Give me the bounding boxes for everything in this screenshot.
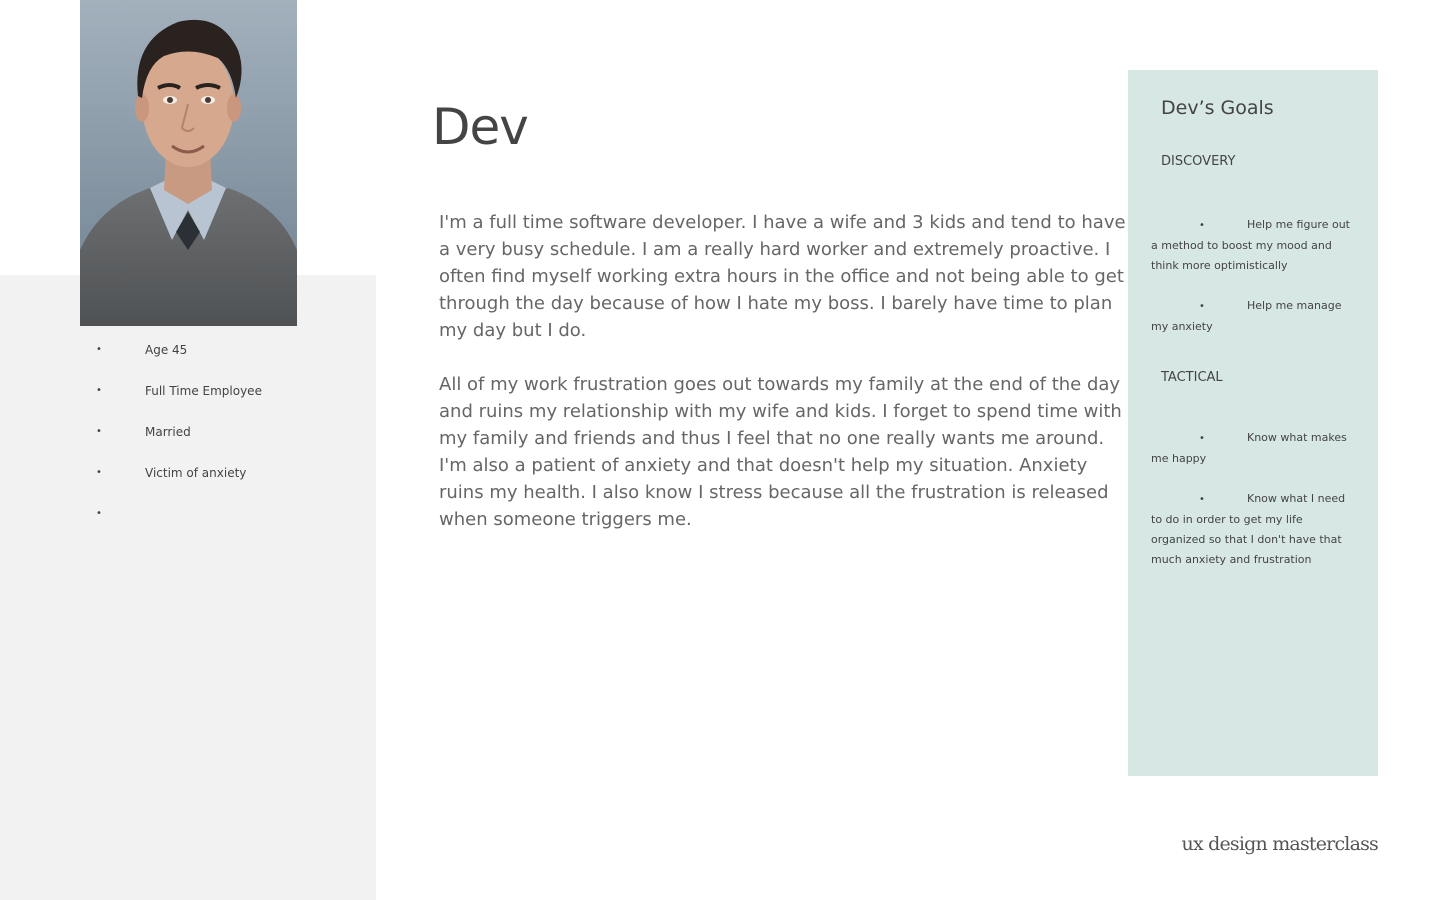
goal-text: Help me figure out a method to boost my mood and think more optimistically [1151, 218, 1350, 272]
goals-title: Dev’s Goals [1161, 97, 1274, 119]
attribute-condition: Victim of anxiety [145, 466, 247, 480]
bullet-icon: • [96, 508, 102, 519]
attribute-employment: Full Time Employee [145, 384, 262, 398]
goal-item [1151, 489, 1351, 570]
bullet-icon: • [96, 467, 102, 478]
persona-bio [439, 209, 1129, 560]
goal-item [1151, 215, 1351, 276]
bio-paragraph: All of my work frustration goes out towards my family at the end of the day and ruins my relationship with my wife and kids. I forget to spend time with my family and friends and thus I feel that no one really wants me around. I'm also a patient of anxiety and that doesn't help my situation. Anxiety ruins my health. I also know I stress because all the frustration is released when someone triggers me. [439, 374, 1122, 530]
bio-paragraph: I'm a full time software developer. I have a wife and 3 kids and tend to have a very busy schedule. I am a really hard worker and extremely proactive. I often find myself working extra hours in the office and not being able to get through the day because of how I hate my boss. I barely have time to plan my day but I do. [439, 212, 1126, 341]
goal-text: Know what makes me happy [1151, 431, 1347, 465]
bullet-icon: • [96, 426, 102, 437]
bullet-icon: • [1199, 301, 1205, 312]
persona-photo [80, 0, 297, 326]
goals-panel [1128, 70, 1378, 776]
bullet-icon: • [96, 344, 102, 355]
bullet-icon: • [96, 385, 102, 396]
attribute-marital-status: Married [145, 425, 191, 439]
bullet-icon: • [1199, 220, 1205, 231]
attribute-age: Age 45 [145, 343, 188, 357]
bullet-icon: • [1199, 433, 1205, 444]
goal-section-tactical: TACTICAL [1161, 370, 1223, 385]
goal-item [1151, 428, 1351, 469]
goal-text: Know what I need to do in order to get my life organized so that I don't have that much anxiety and frustration [1151, 492, 1346, 566]
persona-name: Dev [432, 98, 528, 156]
goal-section-discovery: DISCOVERY [1161, 154, 1236, 169]
goal-item [1151, 296, 1351, 337]
goal-text: Help me manage my anxiety [1151, 299, 1342, 333]
brand-logo: ux design masterclass [1181, 833, 1378, 855]
profile-panel-background [0, 275, 376, 900]
bullet-icon: • [1199, 494, 1205, 505]
